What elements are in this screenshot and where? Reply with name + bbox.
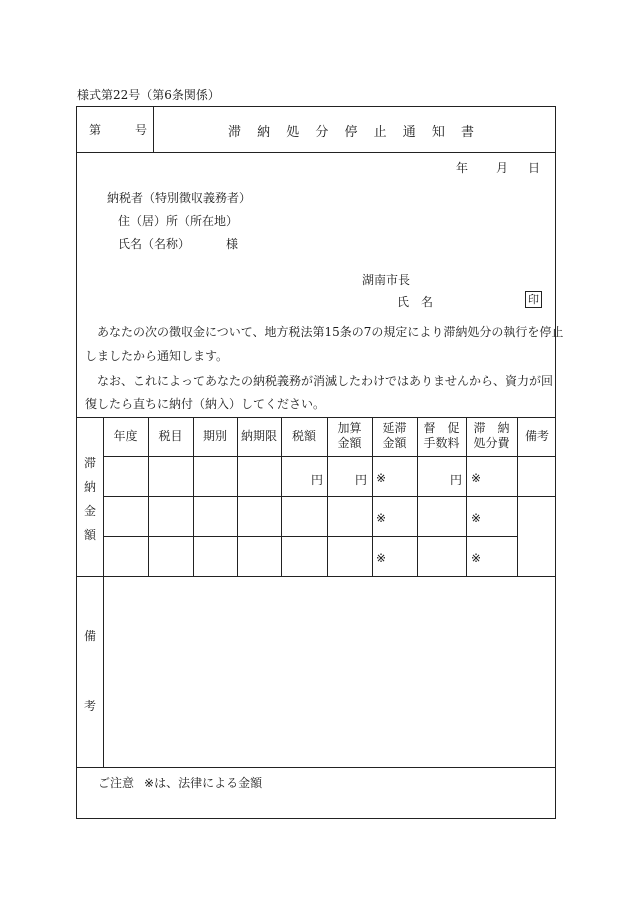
header-tax-amount: 税額 <box>291 429 316 443</box>
header-demand-line-1: 督 促 <box>423 421 460 435</box>
header-late-line-2: 金額 <box>382 436 407 450</box>
header-additional-line-2: 金額 <box>337 436 362 450</box>
yen-unit: 円 <box>355 473 368 487</box>
number-prefix: 第 <box>89 123 102 137</box>
statutory-mark: ※ <box>471 471 482 485</box>
header-tax-item: 税目 <box>158 429 183 443</box>
header-disposition-line-2: 処分費 <box>473 436 510 450</box>
delinquent-amount-table <box>77 417 555 577</box>
taxpayer-label: 納税者（特別徴収義務者） <box>107 191 252 205</box>
issuer-title: 湖南市長 <box>362 273 411 287</box>
header-demand-fee <box>417 421 466 451</box>
header-period: 期別 <box>202 429 227 443</box>
table-side-label <box>77 418 104 577</box>
official-seal: 印 <box>525 291 542 308</box>
document-number-cell <box>77 107 154 152</box>
remarks-char-1: 備 <box>83 629 96 643</box>
side-char-3: 金 <box>83 504 96 518</box>
remarks-side-label <box>77 577 104 767</box>
remarks-char-2: 考 <box>83 699 96 713</box>
date-month: 月 <box>496 161 509 175</box>
side-char-2: 納 <box>83 480 96 494</box>
honorific: 様 <box>226 237 239 251</box>
row-divider <box>103 496 555 497</box>
statutory-mark: ※ <box>376 511 387 525</box>
header-additional-amount <box>327 421 372 451</box>
number-suffix: 号 <box>135 123 148 137</box>
name-label: 氏名（名称） <box>118 237 191 251</box>
statutory-mark: ※ <box>471 511 482 525</box>
notice-text: ※は、法律による金額 <box>144 776 263 790</box>
body-line-4: 復したら直ちに納付（納入）してください。 <box>85 397 326 411</box>
header-late-line-1: 延滞 <box>382 421 407 435</box>
date-year: 年 <box>456 161 469 175</box>
notice-label: ご注意 <box>98 776 135 790</box>
header-disposition-cost <box>466 421 517 451</box>
statutory-mark: ※ <box>376 471 387 485</box>
header-demand-line-2: 手数料 <box>423 436 460 450</box>
row-divider <box>103 456 555 457</box>
yen-unit: 円 <box>450 473 463 487</box>
document-title: 滞 納 処 分 停 止 通 知 書 <box>227 125 481 140</box>
body-line-1: あなたの次の徴収金について、地方税法第15条の7の規定により滞納処分の執行を停止 <box>97 325 564 339</box>
side-char-4: 額 <box>83 528 96 542</box>
header-additional-line-1: 加算 <box>337 421 362 435</box>
statutory-mark: ※ <box>471 551 482 565</box>
side-char-1: 滞 <box>83 456 96 470</box>
header-remarks: 備考 <box>524 429 549 443</box>
body-line-3: なお、これによってあなたの納税義務が消滅したわけではありませんから、資力が回 <box>97 374 554 388</box>
header-due-date: 納期限 <box>240 429 277 443</box>
header-disposition-line-1: 滞 納 <box>473 421 510 435</box>
form-number: 様式第22号（第6条関係） <box>77 88 220 102</box>
statutory-mark: ※ <box>376 551 387 565</box>
row-divider <box>103 536 517 537</box>
form-header <box>77 107 555 153</box>
issuer-name-label: 氏 名 <box>397 295 434 309</box>
notice-line <box>98 774 262 791</box>
body-line-2: しましたから通知します。 <box>85 349 229 363</box>
yen-unit: 円 <box>311 473 324 487</box>
remarks-section <box>77 576 555 768</box>
header-year: 年度 <box>113 429 138 443</box>
address-label: 住（居）所（所在地） <box>118 214 239 228</box>
notice-form <box>76 106 564 819</box>
date-day: 日 <box>528 161 541 175</box>
header-late-interest <box>372 421 417 451</box>
